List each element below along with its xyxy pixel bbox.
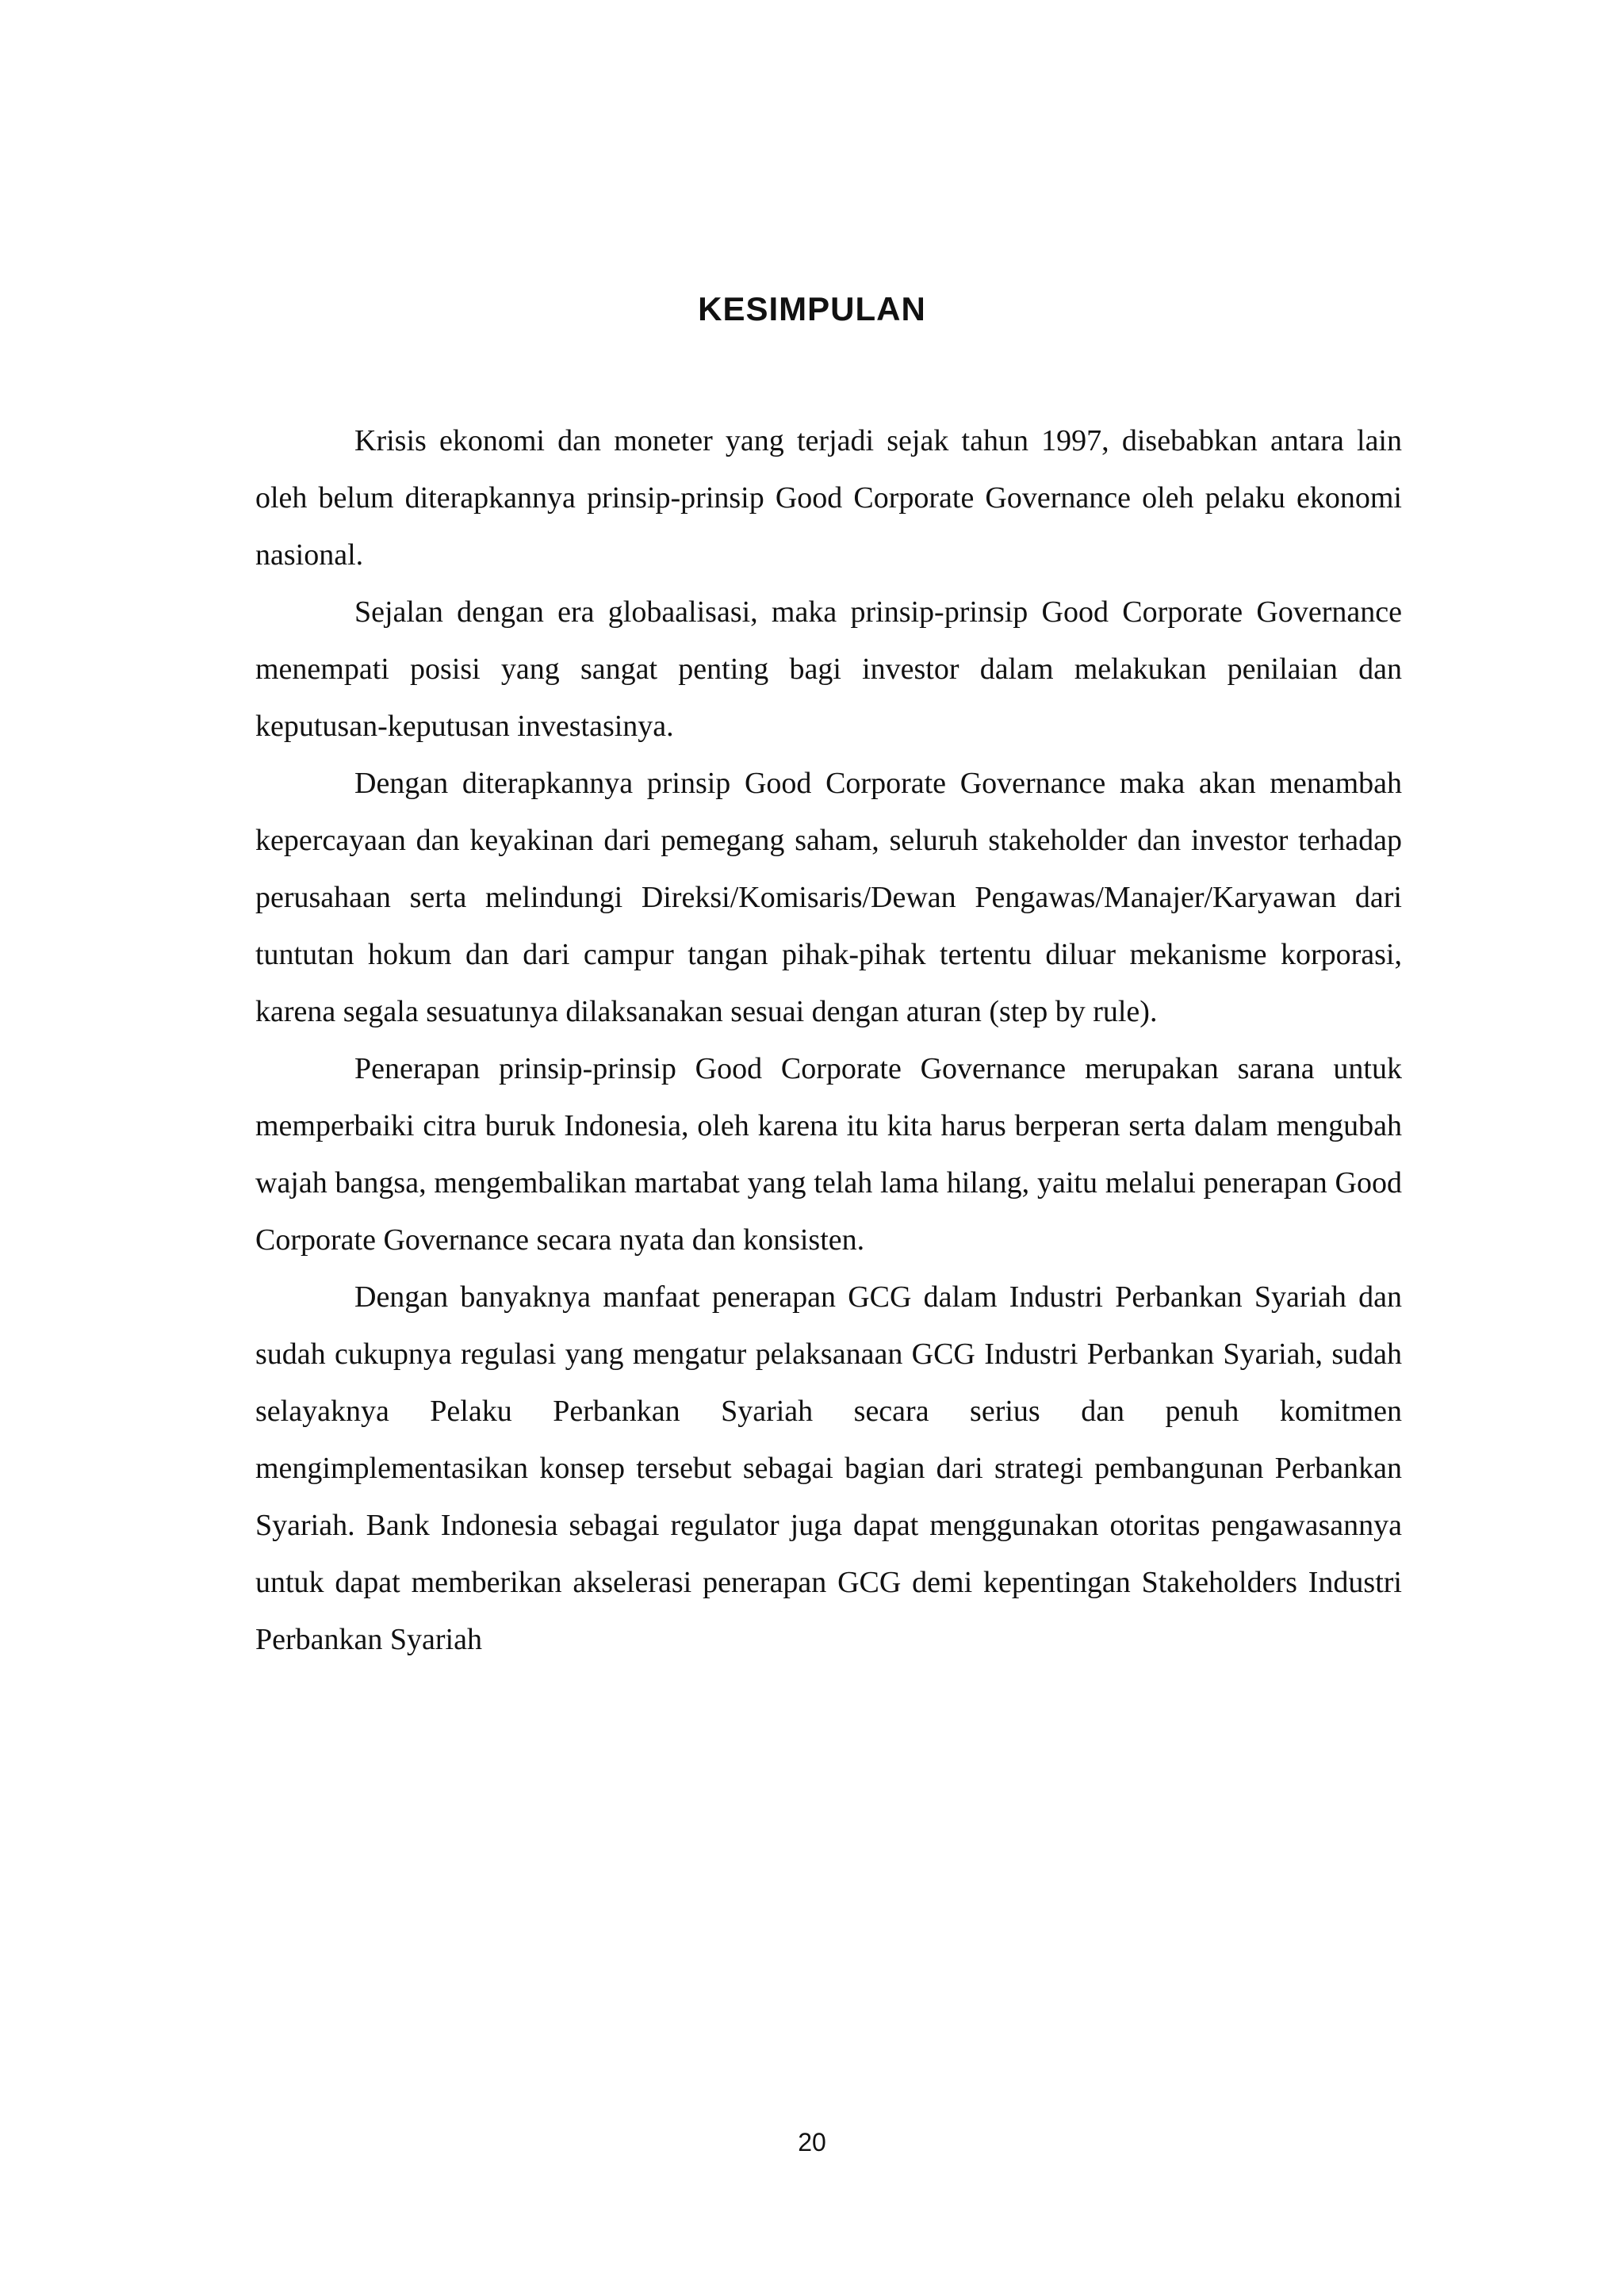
paragraph-4: Penerapan prinsip-prinsip Good Corporate Governance merupakan sarana untuk memperbaiki citra buruk Indonesia, oleh karena itu kita harus berperan serta dalam mengubah wajah bangsa, mengembalikan martabat yang telah lama hilang, yaitu melalui penerapan Good Corporate Governance secara nyata dan konsisten. (255, 1052, 1402, 1257)
paragraph-1: Krisis ekonomi dan moneter yang terjadi sejak tahun 1997, disebabkan antara lain oleh belum diterapkannya prinsip-prinsip Good Corporate Governance oleh pelaku ekonomi nasional. (255, 424, 1402, 572)
paragraph-2: Sejalan dengan era globaalisasi, maka prinsip-prinsip Good Corporate Governance menempati posisi yang sangat penting bagi investor dalam melakukan penilaian dan keputusan-keputusan investasinya. (255, 595, 1402, 743)
page-number: 20 (798, 2128, 826, 2156)
paragraph-5: Dengan banyaknya manfaat penerapan GCG dalam Industri Perbankan Syariah dan sudah cukupnya regulasi yang mengatur pelaksanaan GCG Industri Perbankan Syariah, sudah selayaknya Pelaku Perbankan Syariah secara serius dan penuh komitmen mengimplementasikan konsep tersebut sebagai bagian dari strategi pembangunan Perbankan Syariah. Bank Indonesia sebagai regulator juga dapat menggunakan otoritas pengawasannya untuk dapat memberikan akselerasi penerapan GCG demi kepentingan Stakeholders Industri Perbankan Syariah (255, 1280, 1402, 1656)
paragraph-3: Dengan diterapkannya prinsip Good Corporate Governance maka akan menambah kepercayaan dan keyakinan dari pemegang saham, seluruh stakeholder dan investor terhadap perusahaan serta melindungi Direksi/Komisaris/Dewan Pengawas/Manajer/Karyawan dari tuntutan hokum dan dari campur tangan pihak-pihak tertentu diluar mekanisme korporasi, karena segala sesuatunya dilaksanakan sesuai dengan aturan (step by rule). (255, 767, 1402, 1028)
body-text (255, 412, 1402, 1668)
page-title: KESIMPULAN (698, 290, 926, 327)
